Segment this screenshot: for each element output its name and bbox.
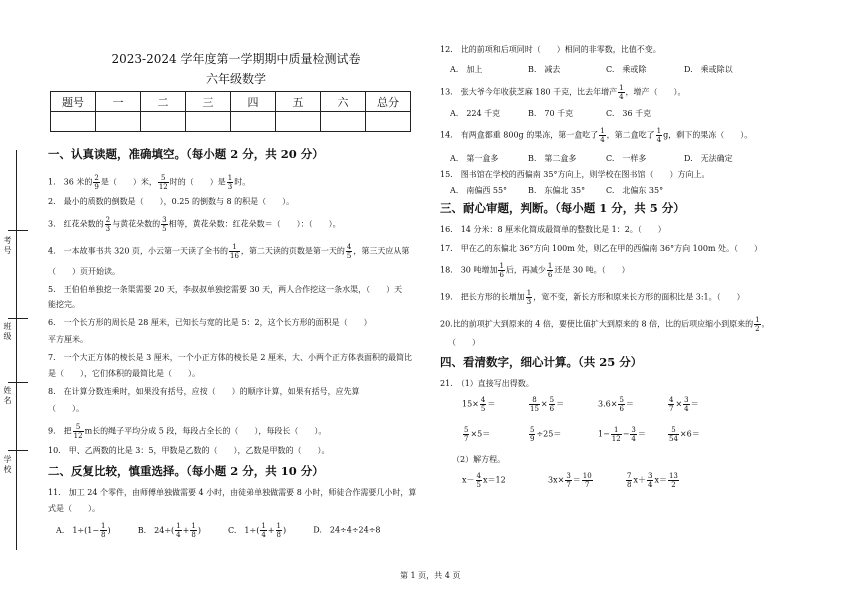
question-15-options [450, 185, 663, 196]
score-header: 总分 [366, 92, 411, 112]
exam-subtitle: 六年级数学 [205, 72, 266, 86]
score-header: 一 [96, 92, 141, 112]
section-1-title: 一、认真读题，准确填空。（每小题 2 分，共 20 分） [48, 147, 324, 161]
option-c[interactable]: C. 一样多 [606, 154, 647, 163]
binding-label: 考 [3, 236, 12, 244]
question-13: 13. 张大爷今年收获芝麻 180 千克，比去年增产 $\frac{1}{4}$ ，增产（ ）。 [440, 84, 686, 101]
question-11-cont: 式是（ ）。 [48, 504, 100, 513]
score-header: 四 [231, 92, 276, 112]
question-17: 17. 甲在乙的东偏北 36°方向 100m 处，则乙在甲的西偏南 36°方向 100m 处。（ ） [440, 244, 763, 253]
equation-2: 3x× $\frac{3}{7}$ ＝ $\frac{10}{7}$ [548, 472, 592, 489]
question-9: 9. 把 $\frac{5}{12}$ m长的绳子平均分成 5 段，每段占全长的（ ），每段长（ ）。 [48, 423, 327, 440]
score-header: 题号 [51, 92, 96, 112]
score-header: 五 [276, 92, 321, 112]
option-a[interactable]: A. 1÷(1− $\frac{1}{8}$ ) [56, 522, 111, 539]
binding-tick [8, 382, 28, 383]
question-11-options [56, 522, 381, 539]
score-cell[interactable] [51, 112, 96, 132]
option-d[interactable]: D. 乘或除以 [684, 65, 733, 74]
binding-label: 姓 [3, 386, 12, 394]
option-c[interactable]: C. 乘或除 [606, 65, 647, 74]
score-cell[interactable] [276, 112, 321, 132]
option-c[interactable]: C. 1÷( $\frac{1}{4}$ + $\frac{1}{8}$ ) [228, 522, 287, 539]
question-2: 2. 最小的质数的倒数是（ ），0.25 的倒数与 8 的积是（ ）。 [48, 197, 295, 206]
calc-7: 1− $\frac{1}{12}$ − $\frac{3}{4}$ ＝ [598, 426, 646, 443]
score-cell[interactable] [321, 112, 366, 132]
question-8: 8. 在计算分数连乘时，如果没有括号，应按（ ）的顺序计算，如果有括号，应先算 [48, 387, 360, 396]
question-7: 7. 一个大正方体的棱长是 3 厘米，一个小正方体的棱长是 2 厘米，大、小两个正方体表面积的最简比 [48, 353, 412, 362]
calc-5: $\frac{5}{7}$ ×5＝ [464, 426, 491, 443]
calc-1: 15× $\frac{4}{5}$ ＝ [462, 396, 496, 413]
question-7-cont: 是（ ），它们体积的最简比是（ ）。 [48, 369, 200, 378]
question-11: 11. 加工 24 个零件，由师傅单独做需要 4 小时，由徒弟单独做需要 8 小时，师徒合作需要几小时，算 [48, 488, 417, 497]
binding-tick [8, 230, 28, 231]
binding-label: 校 [3, 465, 12, 473]
question-1: 1. 36 米的 $\frac{2}{9}$ 是（ ）米， $\frac{5}{12}$ 时的（ ）是 $\frac{1}{3}$ 时。 [48, 174, 251, 191]
binding-tick [8, 318, 28, 319]
option-b[interactable]: B. 70 千克 [528, 109, 574, 118]
question-14-options [450, 153, 733, 164]
section-3-title: 三、耐心审题，判断。（每小题 1 分，共 5 分） [440, 201, 685, 215]
question-15: 15. 图书馆在学校的西偏南 35°方向上，则学校在图书馆（ ）方向上。 [440, 170, 710, 179]
option-a[interactable]: A. 加上 [450, 65, 483, 74]
option-a[interactable]: A. 224 千克 [450, 109, 501, 118]
score-cell[interactable] [96, 112, 141, 132]
option-a[interactable]: A. 第一盒多 [450, 154, 499, 163]
question-5-cont: 能挖完。 [48, 300, 80, 309]
section-4-title: 四、看清数字，细心计算。（共 25 分） [440, 355, 643, 369]
calc-2: $\frac{8}{15}$ × $\frac{5}{6}$ ＝ [530, 396, 565, 413]
calc-3: 3.6× $\frac{5}{6}$ ＝ [598, 396, 634, 413]
score-table [50, 91, 411, 132]
calc-6: $\frac{5}{9}$ ÷25＝ [530, 426, 562, 443]
option-a[interactable]: A. 南偏西 55° [450, 186, 508, 195]
question-8-cont: （ ）。 [48, 404, 84, 413]
question-6: 6. 一个长方形的周长是 28 厘米，已知长与宽的比是 5：2，这个长方形的面积是（ ） [48, 318, 372, 327]
question-21-part-2: （2）解方程。 [452, 455, 506, 464]
question-12: 12. 比的前项和后项同时（ ）相同的非零数，比值不变。 [440, 45, 661, 54]
option-b[interactable]: B. 减去 [528, 65, 561, 74]
binding-strip [0, 0, 36, 592]
binding-label: 班 [3, 322, 12, 330]
option-c[interactable]: C. 北偏东 35° [606, 186, 664, 195]
option-d[interactable]: D. 无法确定 [684, 154, 733, 163]
option-b[interactable]: B. 东偏北 35° [528, 186, 586, 195]
binding-label: 名 [3, 396, 12, 404]
question-19: 19. 把长方形的长增加 $\frac{1}{3}$ ，宽不变，新长方形和原来长方形的面积比是 3:1。（ ） [440, 289, 745, 306]
question-20-cont: （ ） [448, 338, 480, 347]
binding-line [16, 150, 17, 550]
binding-label: 学 [3, 455, 12, 463]
question-3: 3. 红花朵数的 $\frac{2}{3}$ 与黄花朵数的 $\frac{3}{5}$ 相等，黄花朵数：红花朵数＝（ ）：（ ）。 [48, 216, 341, 233]
calc-4: $\frac{4}{7}$ × $\frac{3}{4}$ ＝ [669, 396, 699, 413]
binding-label: 号 [3, 246, 12, 254]
score-cell[interactable] [141, 112, 186, 132]
calc-8: $\frac{5}{54}$ ×6＝ [669, 426, 700, 443]
option-d[interactable]: D. 24÷4÷24÷8 [313, 525, 381, 535]
question-21: 21. （1）直接写出得数。 [440, 379, 534, 388]
score-cell[interactable] [366, 112, 411, 132]
exam-title: 2023-2024 学年度第一学期期中质量检测试卷 [111, 52, 361, 66]
score-header: 六 [321, 92, 366, 112]
equation-3: $\frac{7}{8}$ x＋ $\frac{3}{4}$ x＝ $\frac{13}{2}$ [627, 472, 678, 489]
question-4-cont: （ ）页开始读。 [48, 267, 120, 276]
section-2-title: 二、反复比较，慎重选择。（每小题 2 分，共 10 分） [48, 464, 324, 478]
option-b[interactable]: B. 24÷( $\frac{1}{4}$ + $\frac{1}{8}$ ) [137, 522, 201, 539]
option-b[interactable]: B. 第二盒多 [528, 154, 577, 163]
binding-tick [8, 450, 28, 451]
question-5: 5. 王伯伯单独挖一条渠需要 20 天，李叔叔单独挖需要 30 天，两人合作挖这一条水渠，（ ）天 [48, 285, 403, 294]
question-16: 16. 14 分米：8 厘米化简成最简单的整数比是 1：2。（ ） [440, 225, 666, 234]
binding-label: 级 [3, 332, 12, 340]
page-footer: 第 1 页，共 4 页 [400, 571, 461, 580]
question-14: 14. 有两盒都重 800g 的果冻，第一盒吃了 $\frac{1}{4}$ ，第二盒吃了 $\frac{1}{4}$ g，剩下的果冻（ ）。 [440, 127, 753, 144]
score-header: 三 [186, 92, 231, 112]
question-13-options [450, 108, 651, 119]
score-cell[interactable] [231, 112, 276, 132]
equation-1: x－ $\frac{4}{5}$ x＝12 [462, 472, 506, 489]
score-header: 二 [141, 92, 186, 112]
question-10: 10. 甲、乙两数的比是 3：5，甲数是乙数的（ ），乙数是甲数的（ ）。 [48, 446, 330, 455]
question-4: 4. 一本故事书共 320 页，小云第一天读了全书的 $\frac{1}{16}$ ，第二天读的页数是第一天的 $\frac{4}{5}$ ，第三天应从第 [48, 243, 410, 260]
question-18: 18. 30 吨增加 $\frac{1}{6}$ 后，再减少 $\frac{1}{6}$ 还是 30 吨。（ ） [440, 262, 630, 279]
question-12-options [450, 64, 733, 75]
question-6-cont: 平方厘米。 [48, 335, 88, 344]
score-cell[interactable] [186, 112, 231, 132]
option-c[interactable]: C. 36 千克 [606, 109, 652, 118]
question-20: 20.比的前项扩大到原来的 4 倍，要使比值扩大到原来的 8 倍，比的后项应缩小到原来的 $\frac{1}{2}$ 。 [440, 316, 770, 333]
